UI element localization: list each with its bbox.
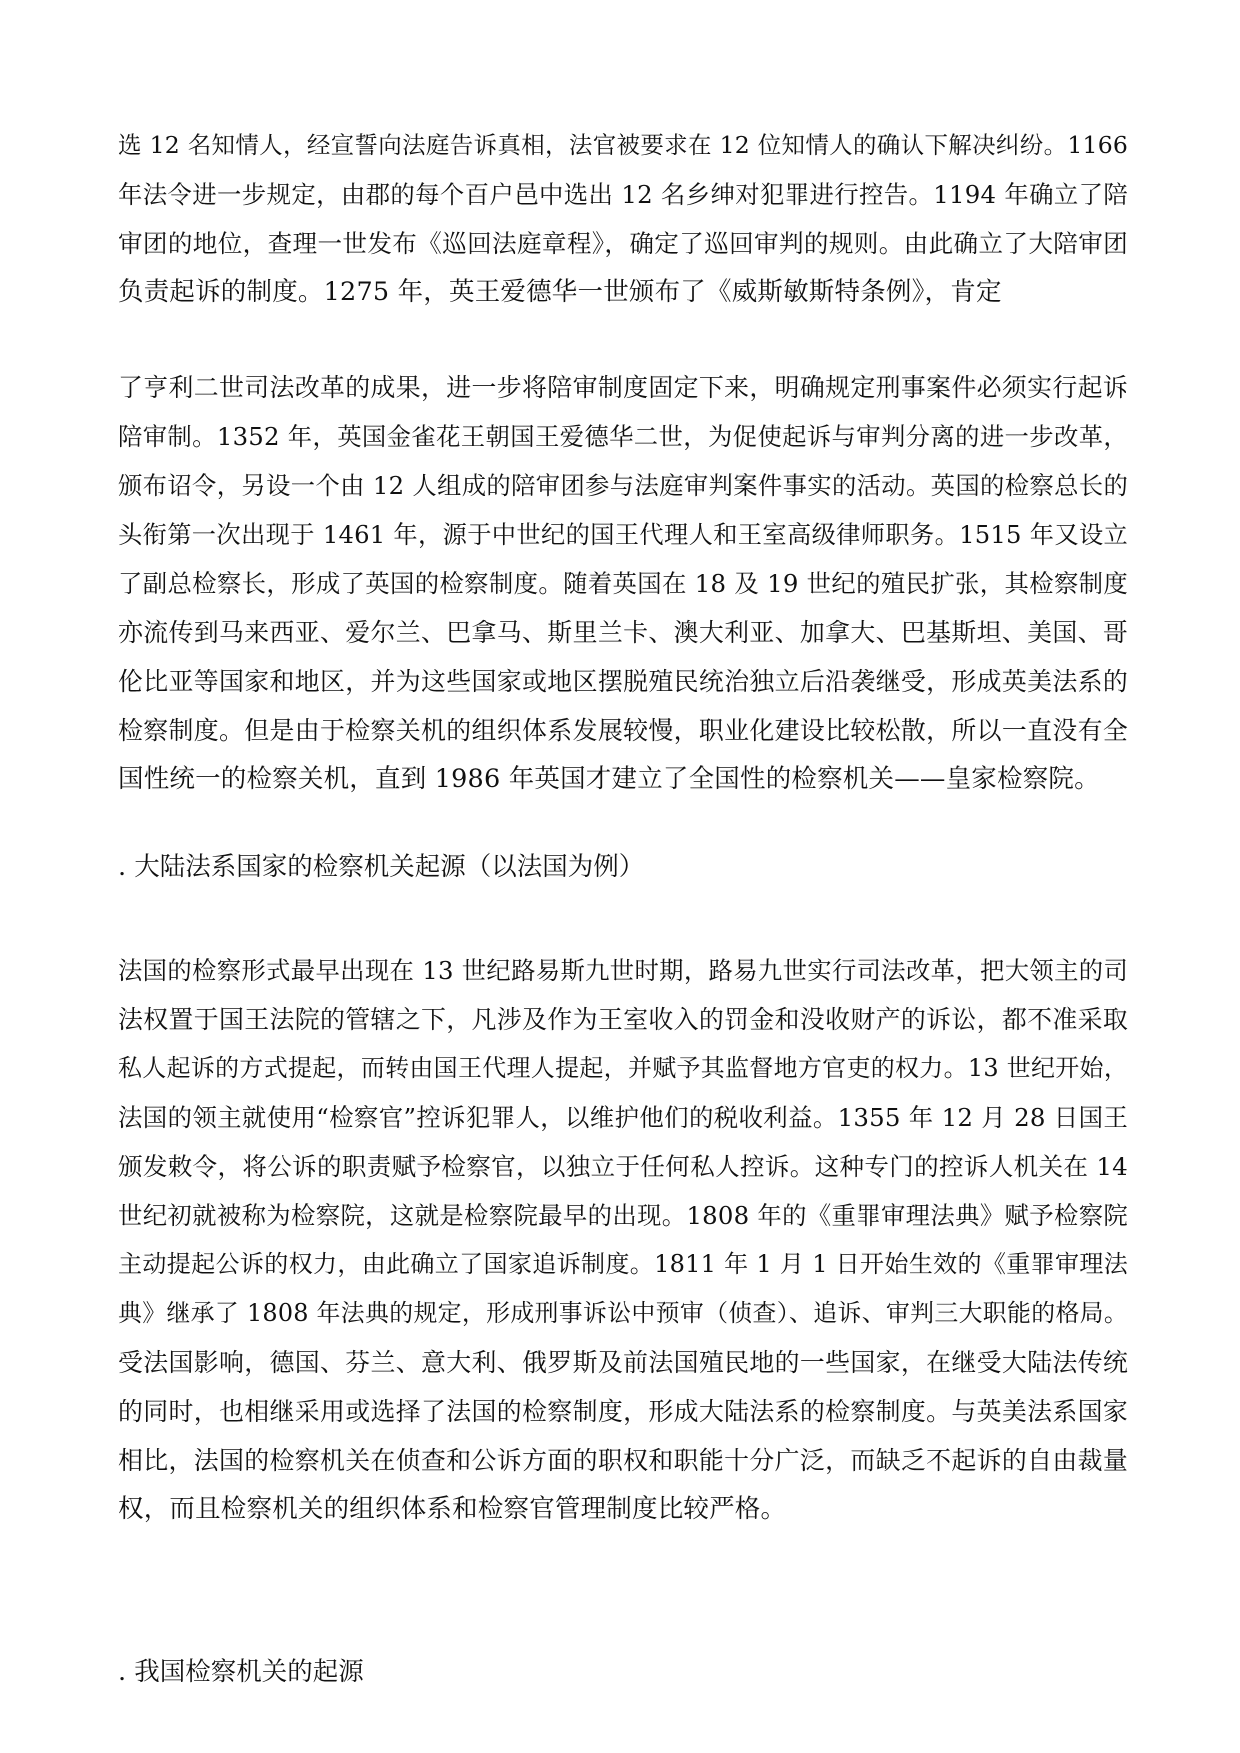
text-line: 的同时，也相继采用或选择了法国的检察制度，形成大陆法系的检察制度。与英美法系国家 <box>118 1397 1128 1426</box>
section-heading-continental-law: . 大陆法系国家的检察机关起源（以法国为例） <box>118 852 645 882</box>
text-line: 头衔第一次出现于 1461 年，源于中世纪的国王代理人和王室高级律师职务。1515 年又设立 <box>118 520 1128 549</box>
text-line: 选 12 名知情人，经宣誓向法庭告诉真相，法官被要求在 12 位知情人的确认下解决纠纷。1166 <box>118 131 1128 159</box>
text-line: 了副总检察长，形成了英国的检察制度。随着英国在 18 及 19 世纪的殖民扩张，其检察制度 <box>118 569 1128 598</box>
text-line: 负责起诉的制度。1275 年，英王爱德华一世颁布了《威斯敏斯特条例》，肯定 <box>118 277 1002 307</box>
paragraph-jury-origins <box>118 121 1128 317</box>
text-line: 年法令进一步规定，由郡的每个百户邑中选出 12 名乡绅对犯罪进行控告。1194 年确立了陪 <box>118 180 1128 209</box>
text-line: 私人起诉的方式提起，而转由国王代理人提起，并赋予其监督地方官吏的权力。13 世纪开始， <box>118 1054 1128 1082</box>
text-line: 颁布诏令，另设一个由 12 人组成的陪审团参与法庭审判案件事实的活动。英国的检察总长的 <box>118 471 1128 500</box>
text-line: 法权置于国王法院的管辖之下，凡涉及作为王室收入的罚金和没收财产的诉讼，都不准采取 <box>118 1005 1128 1034</box>
text-line: 国性统一的检察关机，直到 1986 年英国才建立了全国性的检察机关——皇家检察院。 <box>118 764 1100 794</box>
text-line: 颁发敕令，将公诉的职责赋予检察官，以独立于任何私人控诉。这种专门的控诉人机关在 14 <box>118 1152 1128 1181</box>
text-line: 亦流传到马来西亚、爱尔兰、巴拿马、斯里兰卡、澳大利亚、加拿大、巴基斯坦、美国、哥 <box>118 618 1128 647</box>
paragraph-english-procuratorate <box>118 363 1128 804</box>
text-line: 伦比亚等国家和地区，并为这些国家或地区摆脱殖民统治独立后沿袭继受，形成英美法系的 <box>118 667 1128 696</box>
text-line: 审团的地位，查理一世发布《巡回法庭章程》，确定了巡回审判的规则。由此确立了大陪审团 <box>118 229 1128 258</box>
section-heading-chinese-procuratorate: . 我国检察机关的起源 <box>118 1657 364 1687</box>
text-line: 相比，法国的检察机关在侦查和公诉方面的职权和职能十分广泛，而缺乏不起诉的自由裁量 <box>118 1446 1128 1475</box>
text-line: 法国的检察形式最早出现在 13 世纪路易斯九世时期，路易九世实行司法改革，把大领主的司 <box>118 956 1128 985</box>
text-line: 受法国影响，德国、芬兰、意大利、俄罗斯及前法国殖民地的一些国家，在继受大陆法传统 <box>118 1348 1128 1377</box>
text-line: 法国的领主就使用“检察官”控诉犯罪人，以维护他们的税收利益。1355 年 12 月 28 日国王 <box>118 1103 1128 1132</box>
text-line: 主动提起公诉的权力，由此确立了国家追诉制度。1811 年 1 月 1 日开始生效的《重罪审理法 <box>118 1250 1128 1278</box>
text-line: 世纪初就被称为检察院，这就是检察院最早的出现。1808 年的《重罪审理法典》赋予检察院 <box>118 1201 1128 1230</box>
text-line: 了亨利二世司法改革的成果，进一步将陪审制度固定下来，明确规定刑事案件必须实行起诉 <box>118 373 1128 402</box>
text-line: 陪审制。1352 年，英国金雀花王朝国王爱德华二世，为促使起诉与审判分离的进一步改革， <box>118 422 1128 451</box>
text-line: 权，而且检察机关的组织体系和检察官管理制度比较严格。 <box>118 1494 787 1524</box>
text-line: 典》继承了 1808 年法典的规定，形成刑事诉讼中预审（侦查）、追诉、审判三大职能的格局。 <box>118 1299 1128 1327</box>
text-line: 检察制度。但是由于检察关机的组织体系发展较慢，职业化建设比较松散，所以一直没有全 <box>118 716 1128 745</box>
paragraph-french-procuratorate <box>118 946 1128 1534</box>
